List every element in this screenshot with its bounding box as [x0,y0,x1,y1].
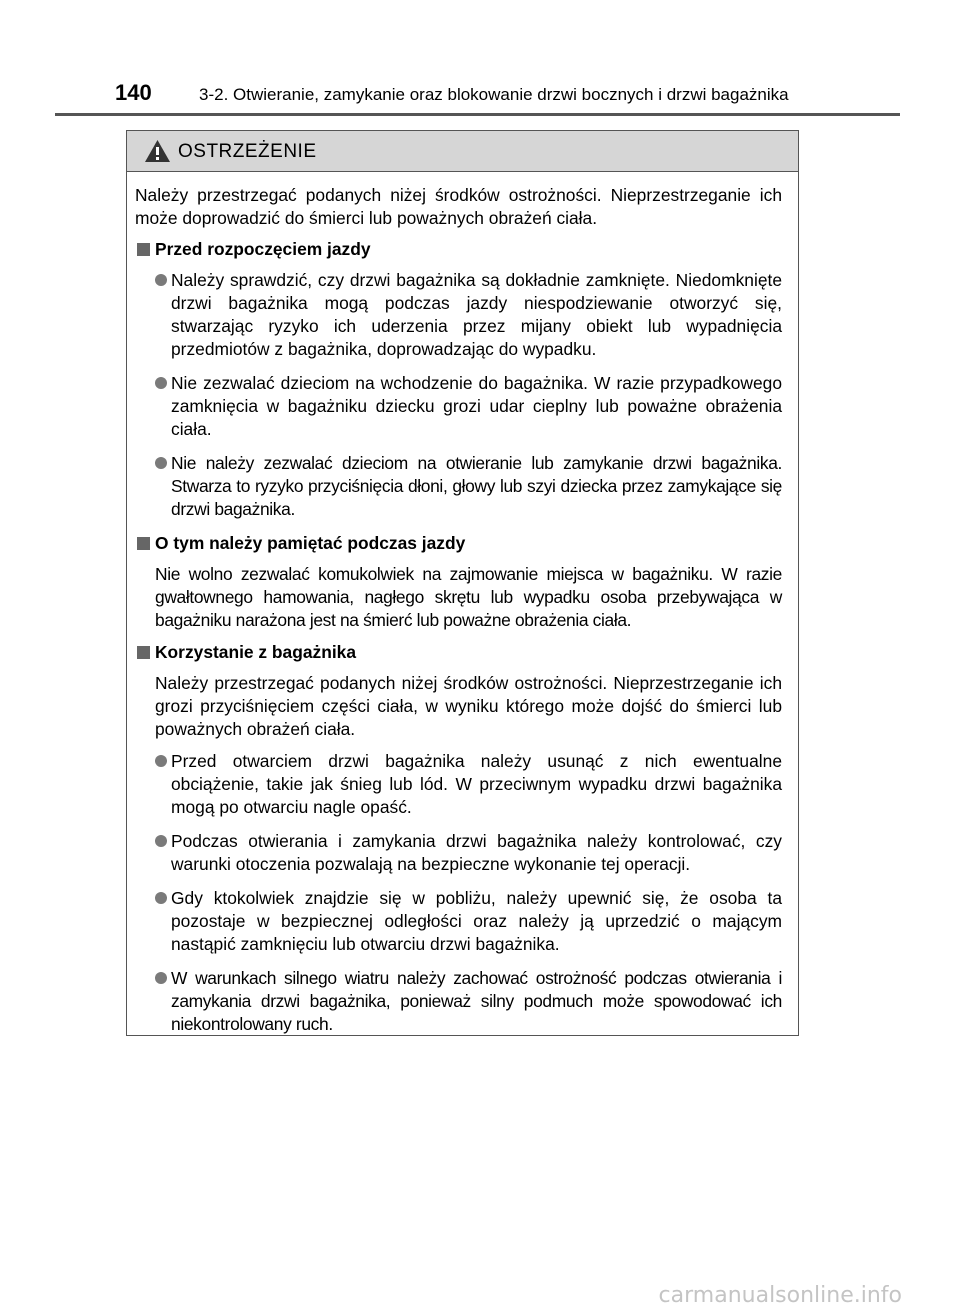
square-bullet-icon [137,537,150,550]
round-bullet-icon [155,892,167,904]
page-number: 140 [115,80,152,105]
list-item: W warunkach silnego wiatru należy zachować ostrożność podczas otwierania i zamykania drzwi bagażnika, ponieważ silny podmuch może spowodować ich niekontrolowany ruch. [135,967,782,1036]
list-item: Nie zezwalać dzieciom na wchodzenie do bagażnika. W razie przypadkowego zamknięcia w bagażniku dziecku grozi udar cieplny lub poważne obrażenia ciała. [135,372,782,441]
section-heading: O tym należy pamiętać podczas jazdy [135,532,782,555]
square-bullet-icon [137,243,150,256]
section-text: Należy przestrzegać podanych niżej środków ostrożności. Nieprzestrzeganie ich grozi przyciśnięciem części ciała, w wyniku którego może dojść do śmierci lub poważnych obrażeń ciała. [155,673,782,739]
warning-triangle-icon [144,139,171,163]
round-bullet-icon [155,377,167,389]
section-text: Nie wolno zezwalać komukolwiek na zajmowanie miejsca w bagażniku. W razie gwałtownego hamowania, nagłego skrętu lub wypadku osoba przebywająca w bagażniku narażona jest na śmierć lub poważne obrażenia ciała. [155,564,782,630]
round-bullet-icon [155,274,167,286]
list-item: Przed otwarciem drzwi bagażnika należy usunąć z nich ewentualne obciążenie, takie jak śnieg lub lód. W przeciwnym wypadku drzwi bagażnika mogą po otwarciu nagle opaść. [135,750,782,819]
list-item: Podczas otwierania i zamykania drzwi bagażnika należy kontrolować, czy warunki otoczenia pozwalają na bezpieczne wykonanie tej operacji. [135,830,782,876]
list-item: Gdy ktokolwiek znajdzie się w pobliżu, należy upewnić się, że osoba ta pozostaje w bezpiecznej odległości oraz należy ją uprzedzić o mającym nastąpić zamknięciu lub otwarciu drzwi bagażnika. [135,887,782,956]
round-bullet-icon [155,755,167,767]
list-item: Nie należy zezwalać dzieciom na otwieranie lub zamykanie drzwi bagażnika. Stwarza to ryzyko przyciśnięcia dłoni, głowy lub szyi dziecka przez zamykające się drzwi bagażnika. [135,452,782,521]
page-header [0,0,960,115]
warning-box [126,130,799,1036]
round-bullet-icon [155,835,167,847]
round-bullet-icon [155,457,167,469]
header-divider [55,113,900,116]
warning-intro: Należy przestrzegać podanych niżej środków ostrożności. Nieprzestrzeganie ich może doprowadzić do śmierci lub poważnych obrażeń ciała. [135,185,782,228]
square-bullet-icon [137,646,150,659]
warning-title: OSTRZEŻENIE [178,141,317,162]
section-heading: Korzystanie z bagażnika [135,641,782,664]
round-bullet-icon [155,972,167,984]
section-heading: Przed rozpoczęciem jazdy [135,238,782,261]
warning-body [127,172,798,1036]
watermark: carmanualsonline.info [658,1283,902,1308]
chapter-title: 3-2. Otwieranie, zamykanie oraz blokowanie drzwi bocznych i drzwi bagażnika [199,85,789,104]
warning-header [127,131,798,172]
list-item: Należy sprawdzić, czy drzwi bagażnika są dokładnie zamknięte. Niedomknięte drzwi bagażnika mogą podczas jazdy niespodziewanie otworzyć się, stwarzając ryzyko ich uderzenia przez mijany obiekt lub wypadnięcia przedmiotów z bagażnika, doprowadzając do wypadku. [135,269,782,361]
